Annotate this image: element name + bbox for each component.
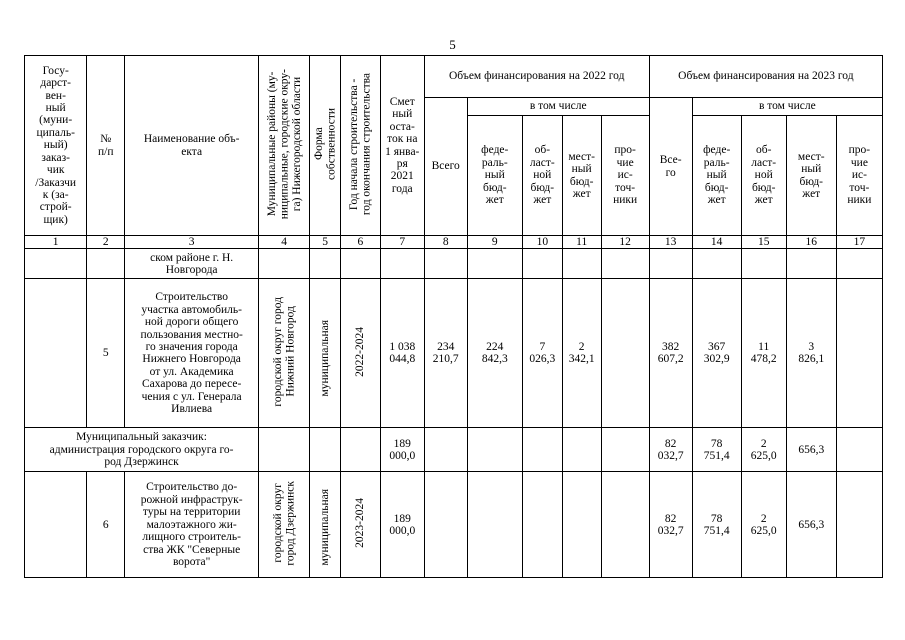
header-incl-2023: в том числе — [692, 98, 882, 116]
header-ownership: Форма собственности — [310, 56, 341, 236]
column-number: 17 — [836, 236, 882, 249]
total-2023-cell: 382 607,2 — [649, 279, 692, 428]
page-number: 5 — [449, 37, 456, 52]
column-number: 13 — [649, 236, 692, 249]
object-name-continuation: ском районе г. Н. Новгорода — [125, 249, 259, 279]
other-2022-cell — [601, 279, 649, 428]
header-local-2023: мест- ный бюд- жет — [786, 116, 836, 236]
header-regional-2022: об- ласт- ной бюд- жет — [522, 116, 562, 236]
column-number: 8 — [424, 236, 467, 249]
ownership-cell: муниципальная — [310, 472, 341, 578]
district-cell: городской округ город Нижний Новгород — [259, 279, 310, 428]
header-num: № п/п — [87, 56, 125, 236]
ownership-cell: муниципальная — [310, 279, 341, 428]
header-estimate: Смет ный оста- ток на 1 янва- ря 2021 года — [380, 56, 424, 236]
header-federal-2022: феде- раль- ный бюд- жет — [467, 116, 522, 236]
local-2023-cell: 3 826,1 — [786, 279, 836, 428]
years-cell: 2022-2024 — [340, 279, 380, 428]
column-number: 1 — [25, 236, 87, 249]
regional-2023-cell: 11 478,2 — [741, 279, 786, 428]
customer-label: Муниципальный заказчик: администрация городского округа го- род Дзержинск — [25, 428, 259, 472]
header-incl-2022: в том числе — [467, 98, 649, 116]
header-federal-2023: феде- раль- ный бюд- жет — [692, 116, 741, 236]
local-2023-cell: 656,3 — [786, 428, 836, 472]
header-customer: Госу- дарст- вен- ный (муни- ципаль- ный) заказ- чик /Заказчи к (за- строй- щик) — [25, 56, 87, 236]
estimate-cell: 1 038 044,8 — [380, 279, 424, 428]
other-2023-cell — [836, 279, 882, 428]
column-number: 15 — [741, 236, 786, 249]
row-number: 5 — [87, 279, 125, 428]
header-other-2022: про- чие ис- точ- ники — [601, 116, 649, 236]
column-number: 11 — [562, 236, 601, 249]
header-regional-2023: об- ласт- ной бюд- жет — [741, 116, 786, 236]
column-number: 14 — [692, 236, 741, 249]
header-district: Муниципальные районы (му- ниципальные, городские окру- га) Нижегородской области — [259, 56, 310, 236]
federal-2022-cell: 224 842,3 — [467, 279, 522, 428]
header-total-2022: Всего — [424, 98, 467, 236]
header-other-2023: про- чие ис- точ- ники — [836, 116, 882, 236]
column-number: 3 — [125, 236, 259, 249]
header-object-name: Наименование объ- екта — [125, 56, 259, 236]
column-number: 10 — [522, 236, 562, 249]
column-number: 5 — [310, 236, 341, 249]
financing-table — [24, 55, 883, 578]
local-2023-cell: 656,3 — [786, 472, 836, 578]
column-number: 16 — [786, 236, 836, 249]
table-row — [25, 249, 883, 279]
table-row — [25, 428, 883, 472]
total-2022-cell: 234 210,7 — [424, 279, 467, 428]
estimate-cell: 189 000,0 — [380, 472, 424, 578]
table-row — [25, 279, 883, 428]
column-number: 4 — [259, 236, 310, 249]
total-2023-cell: 82 032,7 — [649, 428, 692, 472]
column-number: 12 — [601, 236, 649, 249]
district-cell: городской округ город Дзержинск — [259, 472, 310, 578]
column-number: 2 — [87, 236, 125, 249]
header-fin-2023: Объем финансирования на 2023 год — [649, 56, 882, 98]
regional-2022-cell: 7 026,3 — [522, 279, 562, 428]
local-2022-cell: 2 342,1 — [562, 279, 601, 428]
column-number: 7 — [380, 236, 424, 249]
column-number: 9 — [467, 236, 522, 249]
object-name: Строительство до- рожной инфраструк- туры на территории малоэтажного жи- лищного строитель- ства ЖК "Северные ворота" — [125, 472, 259, 578]
row-number: 6 — [87, 472, 125, 578]
federal-2023-cell: 78 751,4 — [692, 428, 741, 472]
regional-2023-cell: 2 625,0 — [741, 428, 786, 472]
header-total-2023: Все- го — [649, 98, 692, 236]
federal-2023-cell: 367 302,9 — [692, 279, 741, 428]
regional-2023-cell: 2 625,0 — [741, 472, 786, 578]
header-years: Год начала строительства - год окончания строительства — [340, 56, 380, 236]
years-cell: 2023-2024 — [340, 472, 380, 578]
table-row — [25, 472, 883, 578]
total-2023-cell: 82 032,7 — [649, 472, 692, 578]
column-number: 6 — [340, 236, 380, 249]
federal-2023-cell: 78 751,4 — [692, 472, 741, 578]
object-name: Строительство участка автомобиль- ной дороги общего пользования местно- го значения города Нижнего Новгорода от ул. Академика Сахарова до пересе- чения с ул. Генерала Ивлиева — [125, 279, 259, 428]
estimate-cell: 189 000,0 — [380, 428, 424, 472]
header-fin-2022: Объем финансирования на 2022 год — [424, 56, 649, 98]
header-local-2022: мест- ный бюд- жет — [562, 116, 601, 236]
